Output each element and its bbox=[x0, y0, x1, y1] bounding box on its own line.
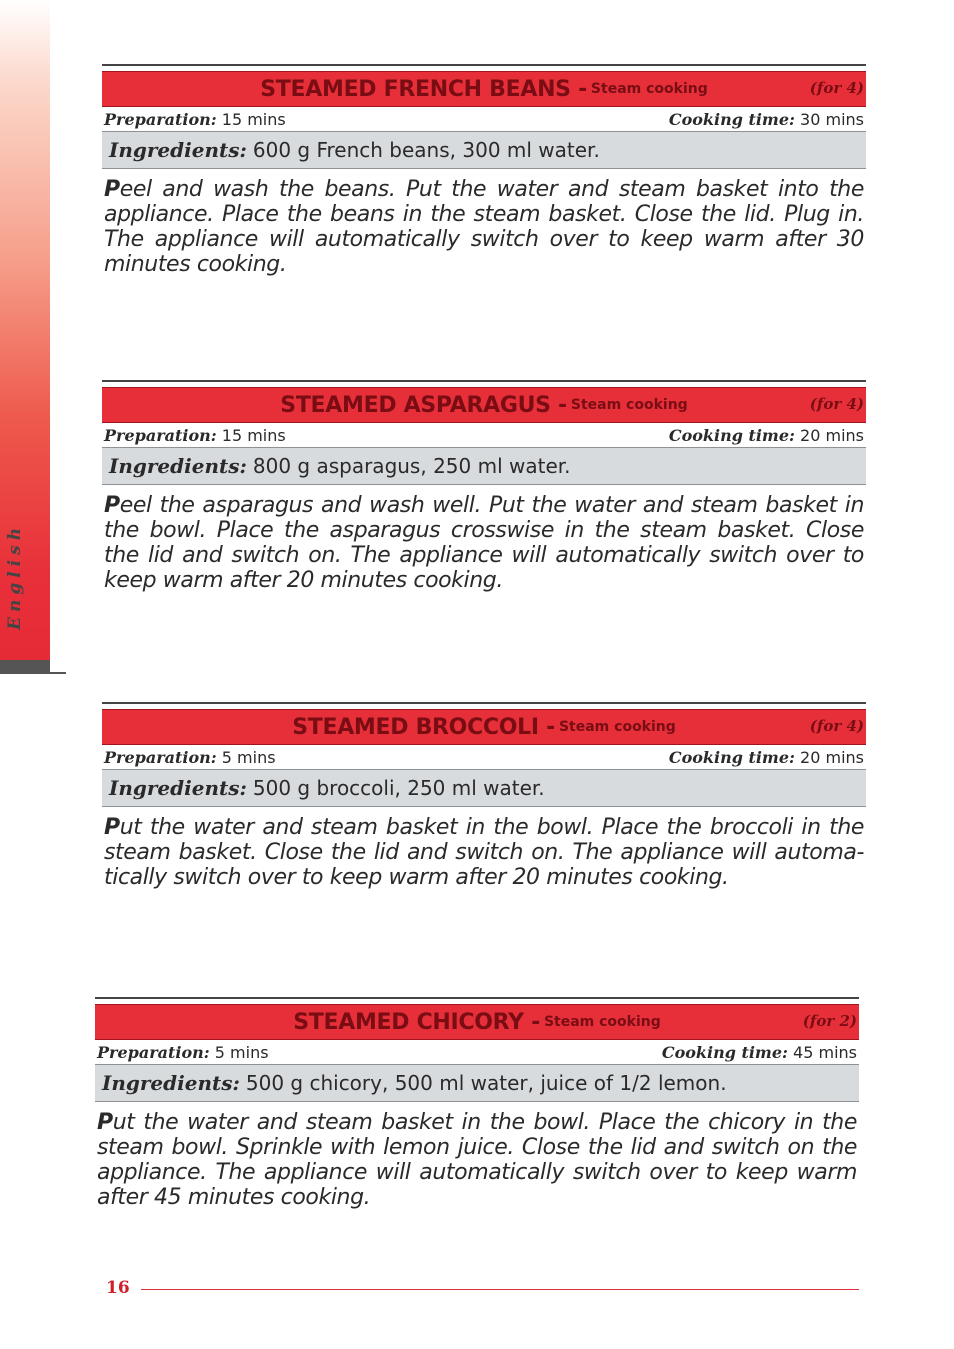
recipe-title-bar bbox=[95, 1004, 859, 1040]
ingredients-box: Ingredients: 500 g broccoli, 250 ml water. bbox=[102, 769, 866, 807]
cooking-time: Cooking time: 45 mins bbox=[661, 1042, 857, 1062]
recipe-meta bbox=[95, 1040, 859, 1064]
recipe-meta bbox=[102, 423, 866, 447]
ingredients-value: 500 g broccoli, 250 ml water. bbox=[252, 776, 545, 800]
preparation-time: Preparation: 5 mins bbox=[104, 747, 276, 767]
recipe-title-bar bbox=[102, 387, 866, 423]
side-tab-line bbox=[50, 672, 66, 674]
servings: (for 2) bbox=[802, 1012, 857, 1030]
cooking-time: Cooking time: 30 mins bbox=[668, 109, 864, 129]
ingredients-box: Ingredients: 800 g asparagus, 250 ml water. bbox=[102, 447, 866, 485]
cooking-mode: Steam cooking bbox=[543, 1014, 661, 1030]
page-number: 16 bbox=[106, 1278, 130, 1298]
method-text: Put the water and steam basket in the bowl. Place the chicory in the steam bowl. Sprinkle with lemon juice. Close the lid and switch on the appliance. The appliance will automatically switch over to keep warm after 45 minutes cooking. bbox=[97, 1110, 857, 1210]
cooking-time: Cooking time: 20 mins bbox=[668, 747, 864, 767]
preparation-time: Preparation: 15 mins bbox=[104, 425, 286, 445]
recipe-meta bbox=[102, 745, 866, 769]
recipe-asparagus bbox=[102, 380, 866, 615]
recipe-title: STEAMED BROCCOLI - bbox=[292, 714, 555, 740]
cooking-mode: Steam cooking bbox=[558, 719, 676, 735]
method-text: Put the water and steam basket in the bowl. Place the broccoli in the steam basket. Close the lid and switch on. The appliance will automa-tically switch over to keep warm after 20 minutes cooking. bbox=[104, 815, 864, 890]
footer-rule bbox=[141, 1289, 859, 1290]
recipe-broccoli bbox=[102, 702, 866, 912]
section-rule bbox=[102, 380, 866, 382]
recipe-french-beans bbox=[102, 64, 866, 299]
section-rule bbox=[102, 64, 866, 66]
ingredients-box: Ingredients: 500 g chicory, 500 ml water, juice of 1/2 lemon. bbox=[95, 1064, 859, 1102]
side-tab-marker bbox=[0, 660, 50, 674]
servings: (for 4) bbox=[809, 395, 864, 413]
method-text: Peel the asparagus and wash well. Put the water and steam basket in the bowl. Place the asparagus crosswise in the steam basket. Close the lid and switch on. The appliance will automatically switch over to keep warm after 20 minutes cooking. bbox=[104, 493, 864, 593]
recipe-title: STEAMED ASPARAGUS - bbox=[280, 392, 567, 418]
section-rule bbox=[102, 702, 866, 704]
ingredients-value: 600 g French beans, 300 ml water. bbox=[252, 138, 600, 162]
recipe-meta bbox=[102, 107, 866, 131]
recipe-title-bar bbox=[102, 71, 866, 107]
servings: (for 4) bbox=[809, 79, 864, 97]
ingredients-value: 500 g chicory, 500 ml water, juice of 1/2 lemon. bbox=[245, 1071, 727, 1095]
recipe-chicory bbox=[95, 997, 859, 1232]
section-rule bbox=[95, 997, 859, 999]
servings: (for 4) bbox=[809, 717, 864, 735]
recipe-title: STEAMED CHICORY - bbox=[293, 1009, 540, 1035]
method-text: Peel and wash the beans. Put the water and steam basket into the appliance. Place the beans in the steam basket. Close the lid. Plug in. The appliance will automatically switch over to keep warm after 30 minutes cooking. bbox=[104, 177, 864, 277]
cooking-mode: Steam cooking bbox=[570, 397, 688, 413]
ingredients-value: 800 g asparagus, 250 ml water. bbox=[252, 454, 571, 478]
recipe-title-bar bbox=[102, 709, 866, 745]
preparation-time: Preparation: 15 mins bbox=[104, 109, 286, 129]
preparation-time: Preparation: 5 mins bbox=[97, 1042, 269, 1062]
recipe-title: STEAMED FRENCH BEANS - bbox=[260, 76, 587, 102]
cooking-mode: Steam cooking bbox=[590, 81, 708, 97]
cooking-time: Cooking time: 20 mins bbox=[668, 425, 864, 445]
language-label: English bbox=[5, 522, 25, 630]
ingredients-box: Ingredients: 600 g French beans, 300 ml water. bbox=[102, 131, 866, 169]
